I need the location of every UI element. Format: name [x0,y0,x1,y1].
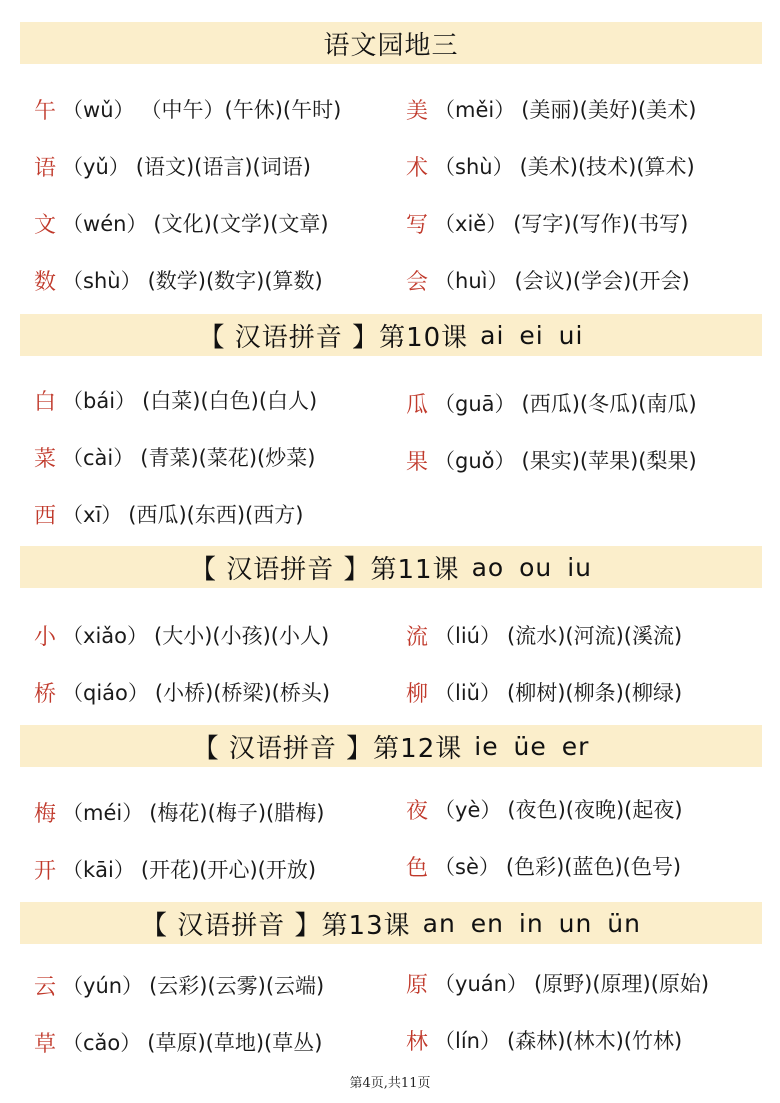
word-list: (大小)(小孩)(小人) [154,624,330,648]
hanzi: 白 [34,389,57,415]
hanzi: 林 [406,1029,429,1055]
word-list: (文化)(文学)(文章) [153,212,329,236]
hanzi: 小 [34,624,57,650]
char-entry [34,849,316,889]
pinyin: （yuán） [434,972,528,996]
hanzi: 夜 [406,798,429,824]
char-entry [34,203,329,243]
hanzi: 美 [406,98,429,124]
char-entry [406,1020,682,1060]
word-list: (青菜)(菜花)(炒菜) [140,446,316,470]
hanzi: 写 [406,212,429,238]
pinyin: （méi） [62,801,144,825]
word-list: (色彩)(蓝色)(色号) [505,855,682,879]
char-entry [34,965,324,1005]
section-phonemes: ao ou iu [471,552,593,582]
char-entry [34,672,330,712]
hanzi: 术 [406,155,429,181]
word-list: (小桥)(桥梁)(桥头) [154,681,331,705]
hanzi: 菜 [34,446,57,472]
char-entry [406,615,682,655]
hanzi: 会 [406,269,429,295]
pinyin: （guā） [434,392,516,416]
char-entry [34,615,329,655]
char-entry [406,203,688,243]
section-banner [20,902,762,944]
char-entry [34,494,303,534]
hanzi: 语 [34,155,57,181]
pinyin: （měi） [434,98,516,122]
pinyin: （yè） [434,798,502,822]
word-list: (云彩)(云雾)(云端) [149,974,325,998]
pinyin: （shù） [62,269,142,293]
hanzi: 草 [34,1031,57,1057]
pinyin: （qiáo） [62,681,149,705]
word-list: (原野)(原理)(原始) [533,972,710,996]
pinyin: （kāi） [62,858,135,882]
section-banner [20,725,762,767]
pinyin: （shù） [434,155,514,179]
hanzi: 开 [34,858,57,884]
char-entry [406,846,681,886]
hanzi: 流 [406,624,429,650]
pinyin: （xī） [62,503,123,527]
hanzi: 西 [34,503,57,529]
pinyin: （huì） [434,269,509,293]
word-list: (会议)(学会)(开会) [514,269,690,293]
word-list: (语文)(语言)(词语) [135,155,311,179]
hanzi: 数 [34,269,57,295]
char-entry [406,260,690,300]
pinyin: （wén） [62,212,148,236]
char-entry [34,792,324,832]
char-entry [34,380,317,420]
section-title: 【 汉语拼音 】第13课 [141,910,411,941]
pinyin: （xiǎo） [62,624,148,648]
section-title: 【 汉语拼音 】第10课 [198,322,469,353]
hanzi: 瓜 [406,392,429,418]
hanzi: 午 [34,98,57,124]
section-phonemes: an en in un ün [422,908,641,938]
char-entry [34,89,341,129]
section-phonemes: ai ei ui [480,320,584,350]
hanzi: 梅 [34,801,57,827]
word-list: (白菜)(白色)(白人) [142,389,318,413]
char-entry [406,440,697,480]
word-list: (草原)(草地)(草丛) [147,1031,323,1055]
pinyin: （yún） [62,974,144,998]
word-list: （中午）(午休)(午时) [140,98,342,122]
section-title: 【 汉语拼音 】第12课 [192,733,463,764]
word-list: (写字)(写作)(书写) [513,212,689,236]
char-entry [34,260,323,300]
pinyin: （liǔ） [434,681,501,705]
section-banner [20,314,762,356]
char-entry [34,1022,322,1062]
hanzi: 原 [406,972,429,998]
pinyin: （liú） [434,624,501,648]
pinyin: （yǔ） [62,155,130,179]
section-title: 【 汉语拼音 】第11课 [189,554,460,585]
pinyin: （xiě） [434,212,508,236]
char-entry [406,146,695,186]
pinyin: （wǔ） [62,98,135,122]
word-list: (梅花)(梅子)(腊梅) [149,801,325,825]
word-list: (流水)(河流)(溪流) [507,624,683,648]
word-list: (西瓜)(东西)(西方) [128,503,304,527]
word-list: (美丽)(美好)(美术) [521,98,697,122]
word-list: (美术)(技术)(算术) [519,155,695,179]
word-list: (西瓜)(冬瓜)(南瓜) [521,392,697,416]
word-list: (柳树)(柳条)(柳绿) [507,681,683,705]
hanzi: 柳 [406,681,429,707]
hanzi: 桥 [34,681,57,707]
page-number: 第4页,共11页 [349,1076,431,1091]
hanzi: 果 [406,449,429,475]
char-entry [406,789,683,829]
pinyin: （lín） [434,1029,501,1053]
char-entry [406,672,682,712]
section-phonemes: ie üe er [474,731,590,761]
char-entry [34,437,315,477]
hanzi: 色 [406,855,429,881]
word-list: (开花)(开心)(开放) [140,858,317,882]
pinyin: （cǎo） [62,1031,142,1055]
pinyin: （guǒ） [434,449,516,473]
hanzi: 云 [34,974,57,1000]
section-banner [20,22,762,64]
pinyin: （cài） [62,446,135,470]
word-list: (果实)(苹果)(梨果) [521,449,697,473]
hanzi: 文 [34,212,57,238]
word-list: (森林)(林木)(竹林) [507,1029,683,1053]
char-entry [406,963,709,1003]
char-entry [34,146,311,186]
section-title: 语文园地三 [323,30,459,61]
char-entry [406,89,696,129]
pinyin: （sè） [434,855,500,879]
word-list: (数学)(数字)(算数) [147,269,323,293]
pinyin: （bái） [62,389,137,413]
char-entry [406,383,697,423]
section-banner [20,546,762,588]
word-list: (夜色)(夜晚)(起夜) [507,798,683,822]
